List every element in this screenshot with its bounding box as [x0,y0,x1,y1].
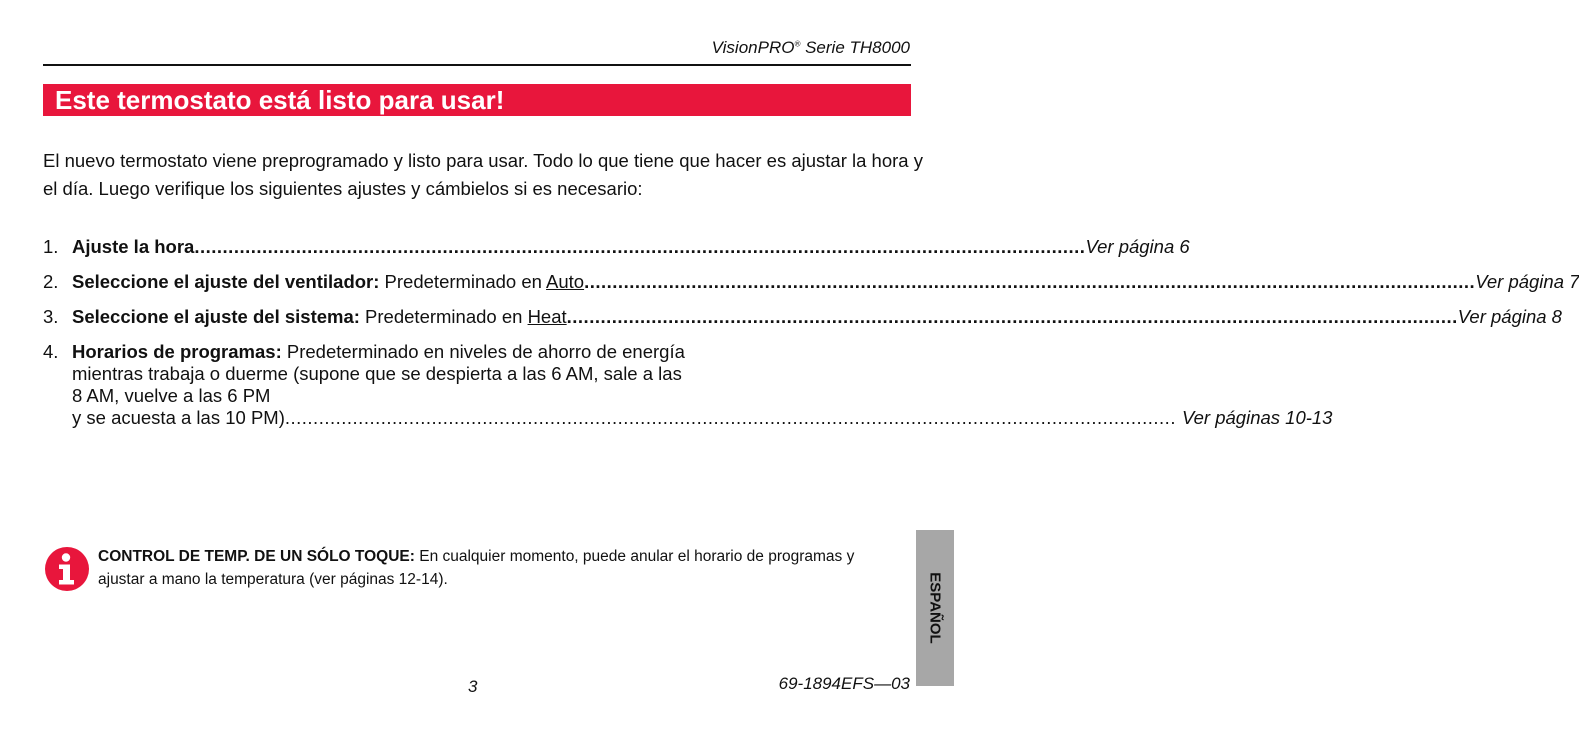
default-value: Auto [546,271,585,292]
page-reference: Ver página 7 [1475,271,1579,292]
list-item-number: 2. [43,271,59,292]
section-title-banner [43,84,911,116]
product-name: VisionPRO [711,38,795,57]
list-item [43,306,1562,328]
info-icon [44,546,90,592]
list-item-label: Seleccione el ajuste del ventilador: [72,271,380,292]
registered-mark: ® [794,39,801,49]
language-tab-label: ESPAÑOL [926,572,944,644]
leader-dots: .............................................................................................................................................................. [284,407,1176,428]
page-reference: Ver páginas 10-13 [1181,407,1333,428]
leader-dots: .............................................................................................................................................................. [194,236,1086,257]
page-reference: Ver página 8 [1457,306,1562,327]
list-item [43,271,1579,293]
list-item-label: Ajuste la hora [72,236,195,257]
tip-label: CONTROL DE TEMP. DE UN SÓLO TOQUE: [98,548,415,565]
leader-dots: .............................................................................................................................................................. [566,306,1458,327]
tip-text: En cualquier momento, puede anular el horario de programas y ajustar a mano la temperatura (ver páginas 12-14). [98,548,855,588]
intro-paragraph: El nuevo termostato viene preprogramado y listo para usar. Todo lo que tiene que hacer es ajustar la hora y el día. Luego verifique los siguientes ajustes y cámbielos si es necesario: [43,150,923,199]
list-item [43,341,1333,429]
page-header [712,38,910,58]
default-value: Heat [527,306,567,327]
language-tab [916,530,954,686]
section-title: Este termostato está listo para usar! [55,85,505,115]
list-item-text: Predeterminado en niveles de ahorro de energía mientras trabaja o duerme (supone que se despierta a las 6 AM, sale a las 8 AM, vuelve a las 6 PM [72,341,685,406]
default-prefix: Predeterminado en [359,306,528,327]
header-divider [43,64,911,66]
list-item-number: 1. [43,236,59,257]
list-item-number: 4. [43,341,59,362]
document-code: 69-1894EFS—03 [778,674,910,693]
list-item-label: Horarios de programas: [72,341,282,362]
page-number: 3 [468,677,478,696]
list-item-number: 3. [43,306,59,327]
list-item-last-line: y se acuesta a las 10 PM) [72,407,285,428]
tip-note [98,545,898,591]
page-reference: Ver página 6 [1085,236,1190,257]
list-item [43,236,1190,258]
series-name: Serie TH8000 [800,38,910,57]
list-item-label: Seleccione el ajuste del sistema: [72,306,360,327]
default-prefix: Predeterminado en [379,271,547,292]
leader-dots: .............................................................................................................................................................. [584,271,1476,292]
